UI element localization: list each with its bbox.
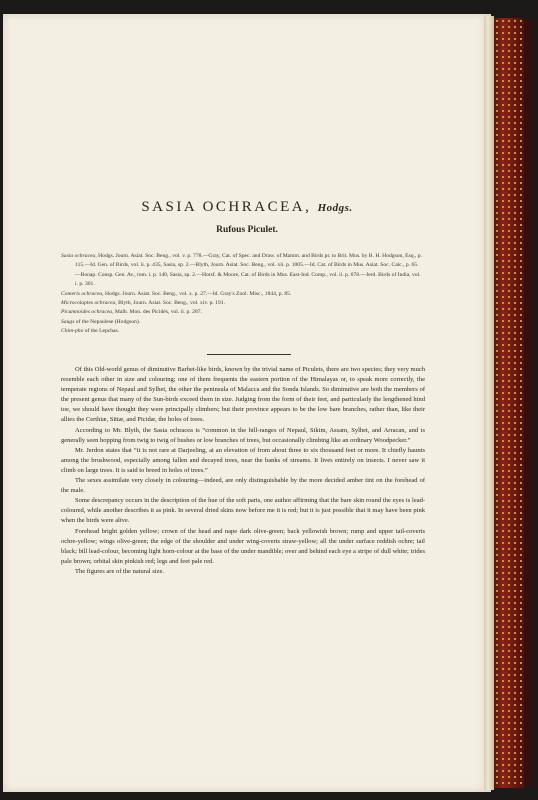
book-page <box>3 14 491 792</box>
synonym-text: Hodgs. Journ. Asiat. Soc. Beng., vol. v. p. 778.—Gray, Cat. of Spec. and Draw. of Mamm. and Birds pr. to Brit. Mus. by B. H. Hodgson, Esq., p. 115.—Id. Gen. of Birds, vol. ii. p. 435, Sasia, sp. 2.—Blyth, Journ. Asiat. Soc. Beng., vol. xii. p. 1005.—Id. Cat. of Birds in Mus. Asiat. Soc. Calc., p. 65.—Bonap. Consp. Gen. Av., tom. i. p. 140, Sasia, sp. 2.—Horsf. & Moore, Cat. of Birds in Mus. East-Ind. Comp., vol. ii. p. 678.—Jerd. Birds of India, vol. i. p. 301. <box>75 253 422 288</box>
synonym-entry <box>61 327 423 336</box>
synonym-entry <box>61 318 423 327</box>
species-title <box>3 199 491 216</box>
synonym-text: of the Nepaulese (Hodgson). <box>75 318 141 325</box>
synonym-text: Hodgs. Journ. Asiat. Soc. Beng., vol. x. p. 27.—Id. Gray's Zool. Misc., 1844, p. 85. <box>104 290 292 297</box>
synonym-name: Comeris ochracea, <box>61 290 104 297</box>
synonym-name: Picumnoides ochracea, <box>61 309 114 316</box>
title-name: SASIA OCHRACEA, <box>141 199 312 215</box>
synonym-name: Chim-pho <box>61 328 84 335</box>
synonym-name: Microcolaptes ochracea, <box>61 300 117 307</box>
synonym-name: Sasia ochracea, <box>61 253 97 259</box>
paragraph: The sexes assimilate very closely in colouring—indeed, are only distinguishable by the more decided amber tint on the forehead of the male. <box>61 477 425 495</box>
synonym-entry <box>61 290 423 299</box>
page-edges <box>484 16 494 790</box>
paragraph: Forehead bright golden yellow; crown of the head and nape dark olive-green; back yellowish brown; rump and upper tail-coverts ochre-yellow; wings olive-green; the edge of the shoulder and under wing-coverts straw-yellow; all the under surface reddish ochre; tail black; bill lead-colour, becoming light horn-colour at the base of the under mandible; over and behind each eye a stripe of dull white; irides pale brown; orbital skin pinkish red; legs and feet pale red. <box>61 527 425 565</box>
body-text <box>61 365 425 577</box>
marbled-cover-edge <box>494 18 524 788</box>
paragraph: The figures are of the natural size. <box>75 567 164 575</box>
section-divider <box>207 354 291 355</box>
synonym-text: of the Lepchas. <box>84 328 120 335</box>
synonym-entry <box>61 299 423 308</box>
synonym-text: Blyth, Journ. Asiat. Soc. Beng., vol. xiv. p. 191. <box>118 300 225 307</box>
synonym-text: Malh. Mon. des Picidés, vol. ii. p. 287. <box>114 309 202 316</box>
paragraph: Some descrepancy occurs in the description of the hue of the soft parts, one author affirming that the bare skin round the eyes is lead-coloured, while another describes it as pink. In several dried skins now before me it is red; but it is just possible that it may have been pink when the birds were alive. <box>61 497 425 525</box>
paragraph: According to Mr. Blyth, the Sasia ochracea is “common in the hill-ranges of Nepaul, Sikim, Assam, Sylhet, and Arracan, and is generally seen hopping from twig to twig of bushes or low branches of trees, but occasionally climbing like an ordinary Woodpecker.” <box>61 426 425 444</box>
synonym-entry <box>61 252 423 290</box>
synonym-name: Saugs <box>61 318 75 325</box>
synonym-entry <box>61 308 423 317</box>
synonymy-block <box>61 252 423 337</box>
cover-shadow <box>524 20 538 786</box>
paragraph: Mr. Jerdon states that “it is not rare at Darjeeling, at an elevation of from about three to six thousand feet or more. It chiefly haunts among the brushwood, especially among fallen and decayed trees, near the banks of streams. It lives entirely on insects. I never saw it climb on large trees. It is said to breed in holes of trees.” <box>61 446 425 474</box>
paragraph: Of this Old-world genus of diminutive Barbet-like birds, known by the trivial name of Piculets, there are two species; they very much resemble each other in size and colouring; one of them frequents the eastern portion of the Himalayas or, to speak more correctly, the temperate regions of Nepaul and Sylhet, the other the peninsula of Malacca and the Sonda Islands. So diminutive are both the members of the present genus that many of the Sun-birds exceed them in size. Judging from the form of their feet, and particularly the lengthened hind toe, we should have thought they were principally climbers; but their province appears to be the low bare branches, rather than, like their allies the Certhiæ, Sittæ, and Picidæ, the boles of trees. <box>61 366 425 424</box>
title-author: Hodgs. <box>317 202 353 214</box>
common-name: Rufous Piculet. <box>216 225 278 235</box>
